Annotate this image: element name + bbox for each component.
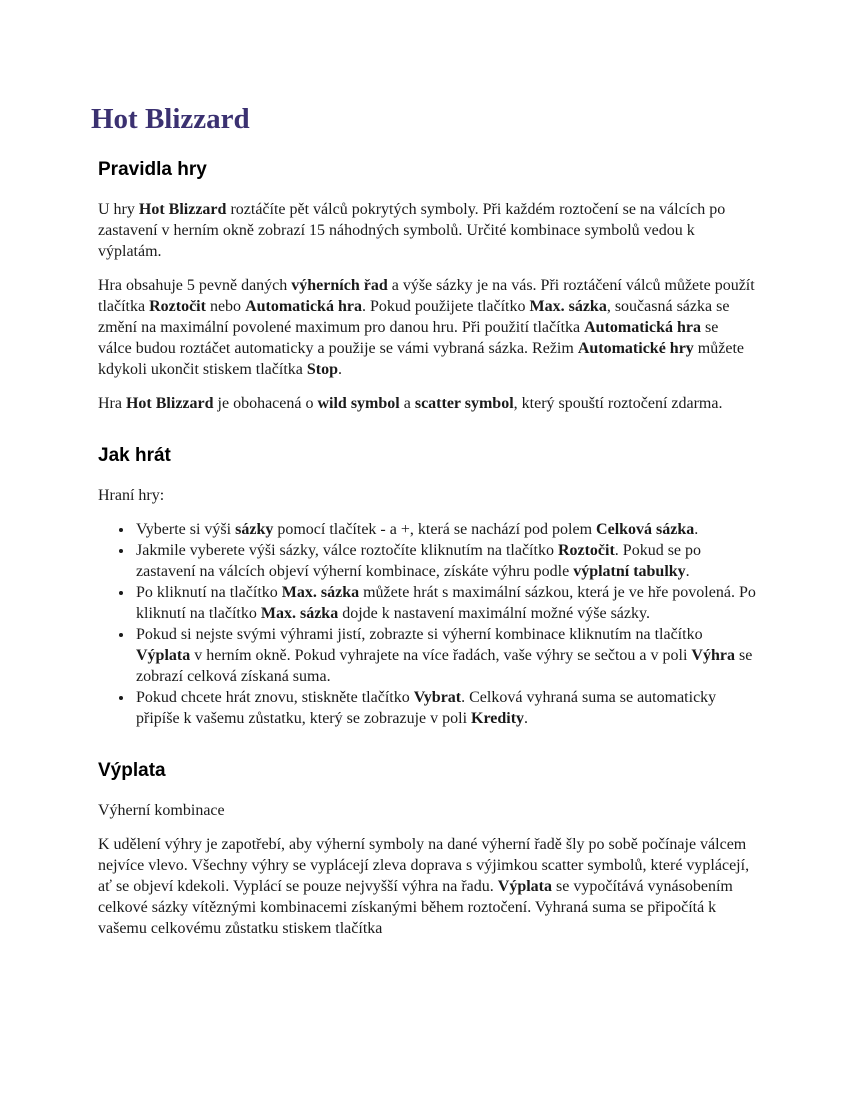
- text-run: je obohacená o: [213, 395, 318, 413]
- paragraph: [98, 834, 756, 939]
- text-run: můžete hrát s maximální sázkou, která je ve hře povolená. Po kliknutí na tlačítko: [136, 583, 756, 622]
- bold-text-run: Hot Blizzard: [125, 395, 214, 413]
- paragraph: [98, 485, 756, 506]
- text-run: a: [399, 395, 415, 413]
- section-heading: Výplata: [98, 759, 166, 781]
- text-run: roztáčíte pět válců pokrytých symboly. Při každém roztočení se na válcích po zastavení v herním okně zobrazí 15 náhodných symbolů. Určité kombinace symbolů vedou k výplatám.: [98, 201, 726, 261]
- bold-text-run: Kredity: [471, 709, 525, 727]
- bullet-item: [134, 687, 756, 729]
- text-run: dojde k nastavení maximální možné výše sázky.: [338, 604, 650, 622]
- bold-text-run: Roztočit: [557, 541, 615, 559]
- text-run: Hraní hry:: [98, 486, 165, 504]
- bold-text-run: výherních řad: [291, 277, 388, 295]
- text-run: , současná sázka se změní na maximální povolené maximum pro danou hru. Při použití tlačítka: [98, 298, 730, 337]
- bold-text-run: Výplata: [136, 646, 191, 664]
- bold-text-run: výplatní tabulky: [573, 562, 686, 580]
- bold-text-run: Výhra: [691, 646, 735, 664]
- bullet-item: [134, 582, 756, 624]
- paragraph: [98, 393, 756, 414]
- text-run: .: [337, 361, 342, 379]
- text-run: Pokud chcete hrát znovu, stiskněte tlačítko: [136, 688, 414, 706]
- bold-text-run: Automatická hra: [584, 319, 701, 337]
- paragraph: [98, 275, 756, 380]
- text-run: pomocí tlačítek - a +, která se nachází pod polem: [273, 520, 597, 538]
- text-run: se válce budou roztáčet automaticky a použije se vámi vybraná sázka. Režim: [98, 319, 719, 358]
- bold-text-run: Max. sázka: [260, 604, 339, 622]
- bold-text-run: scatter symbol: [414, 395, 514, 413]
- bullet-item: [134, 519, 756, 540]
- text-run: Hra obsahuje 5 pevně daných: [98, 277, 292, 295]
- text-run: Pokud si nejste svými výhrami jistí, zobrazte si výherní kombinace kliknutím na tlačítko: [136, 625, 703, 643]
- section-heading: Pravidla hry: [98, 159, 207, 181]
- paragraph: [98, 199, 756, 262]
- bold-text-run: Celková sázka: [596, 520, 695, 538]
- bold-text-run: Max. sázka: [529, 298, 607, 316]
- text-run: a výše sázky je na vás. Při roztáčení válců můžete použít tlačítka: [98, 277, 755, 316]
- bullet-list: [98, 519, 756, 729]
- bold-text-run: Stop: [306, 361, 338, 379]
- text-run: nebo: [205, 298, 246, 316]
- bold-text-run: Výplata: [497, 877, 553, 895]
- bullet-item: [134, 624, 756, 687]
- bold-text-run: Automatické hry: [577, 340, 694, 358]
- text-run: , který spouští roztočení zdarma.: [513, 395, 723, 413]
- text-run: .: [694, 520, 699, 538]
- text-run: . Celková vyhraná suma se automaticky připíše k vašemu zůstatku, který se zobrazuje v poli: [136, 688, 717, 727]
- bold-text-run: wild symbol: [317, 395, 400, 413]
- text-run: K udělení výhry je zapotřebí, aby výherní symboly na dané výherní řadě šly po sobě počínaje válcem nejvíce vlevo. Všechny výhry se vyplácejí zleva doprava s výjimkou scatter symbolů, které vyplácejí, ať se objeví kdekoli. Vyplácí se pouze nejvyšší výhra na řadu.: [98, 835, 750, 895]
- bullet-item: [134, 540, 756, 582]
- section-heading: Jak hrát: [98, 445, 171, 467]
- text-run: Vyberte si výši: [136, 520, 236, 538]
- text-run: U hry: [98, 201, 139, 219]
- text-run: můžete kdykoli ukončit stiskem tlačítka: [98, 340, 744, 379]
- text-run: Hra: [98, 395, 126, 413]
- bold-text-run: Roztočit: [149, 298, 206, 316]
- bold-text-run: sázky: [235, 520, 274, 538]
- bold-text-run: Hot Blizzard: [138, 201, 227, 219]
- document-title: Hot Blizzard: [91, 103, 250, 135]
- paragraph: [98, 800, 756, 821]
- text-run: se zobrazí celková získaná suma.: [136, 646, 753, 685]
- bold-text-run: Max. sázka: [281, 583, 360, 601]
- text-run: v herním okně. Pokud vyhrajete na více řadách, vaše výhry se sečtou a v poli: [190, 646, 692, 664]
- text-run: . Pokud použijete tlačítko: [361, 298, 530, 316]
- document-content: [91, 103, 756, 939]
- text-run: Po kliknutí na tlačítko: [136, 583, 282, 601]
- text-run: . Pokud se po zastavení na válcích objeví výherní kombinace, získáte výhru podle: [136, 541, 702, 580]
- text-run: se vypočítává vynásobením celkové sázky vítěznými kombinacemi získanými během roztočení. Vyhraná suma se připočítá k vašemu celkovému zůstatku stiskem tlačítka: [98, 877, 733, 937]
- bold-text-run: Automatická hra: [245, 298, 362, 316]
- text-run: .: [685, 562, 690, 580]
- bold-text-run: Vybrat: [413, 688, 462, 706]
- text-run: .: [524, 709, 529, 727]
- text-run: Výherní kombinace: [98, 801, 225, 819]
- text-run: Jakmile vyberete výši sázky, válce roztočíte kliknutím na tlačítko: [136, 541, 558, 559]
